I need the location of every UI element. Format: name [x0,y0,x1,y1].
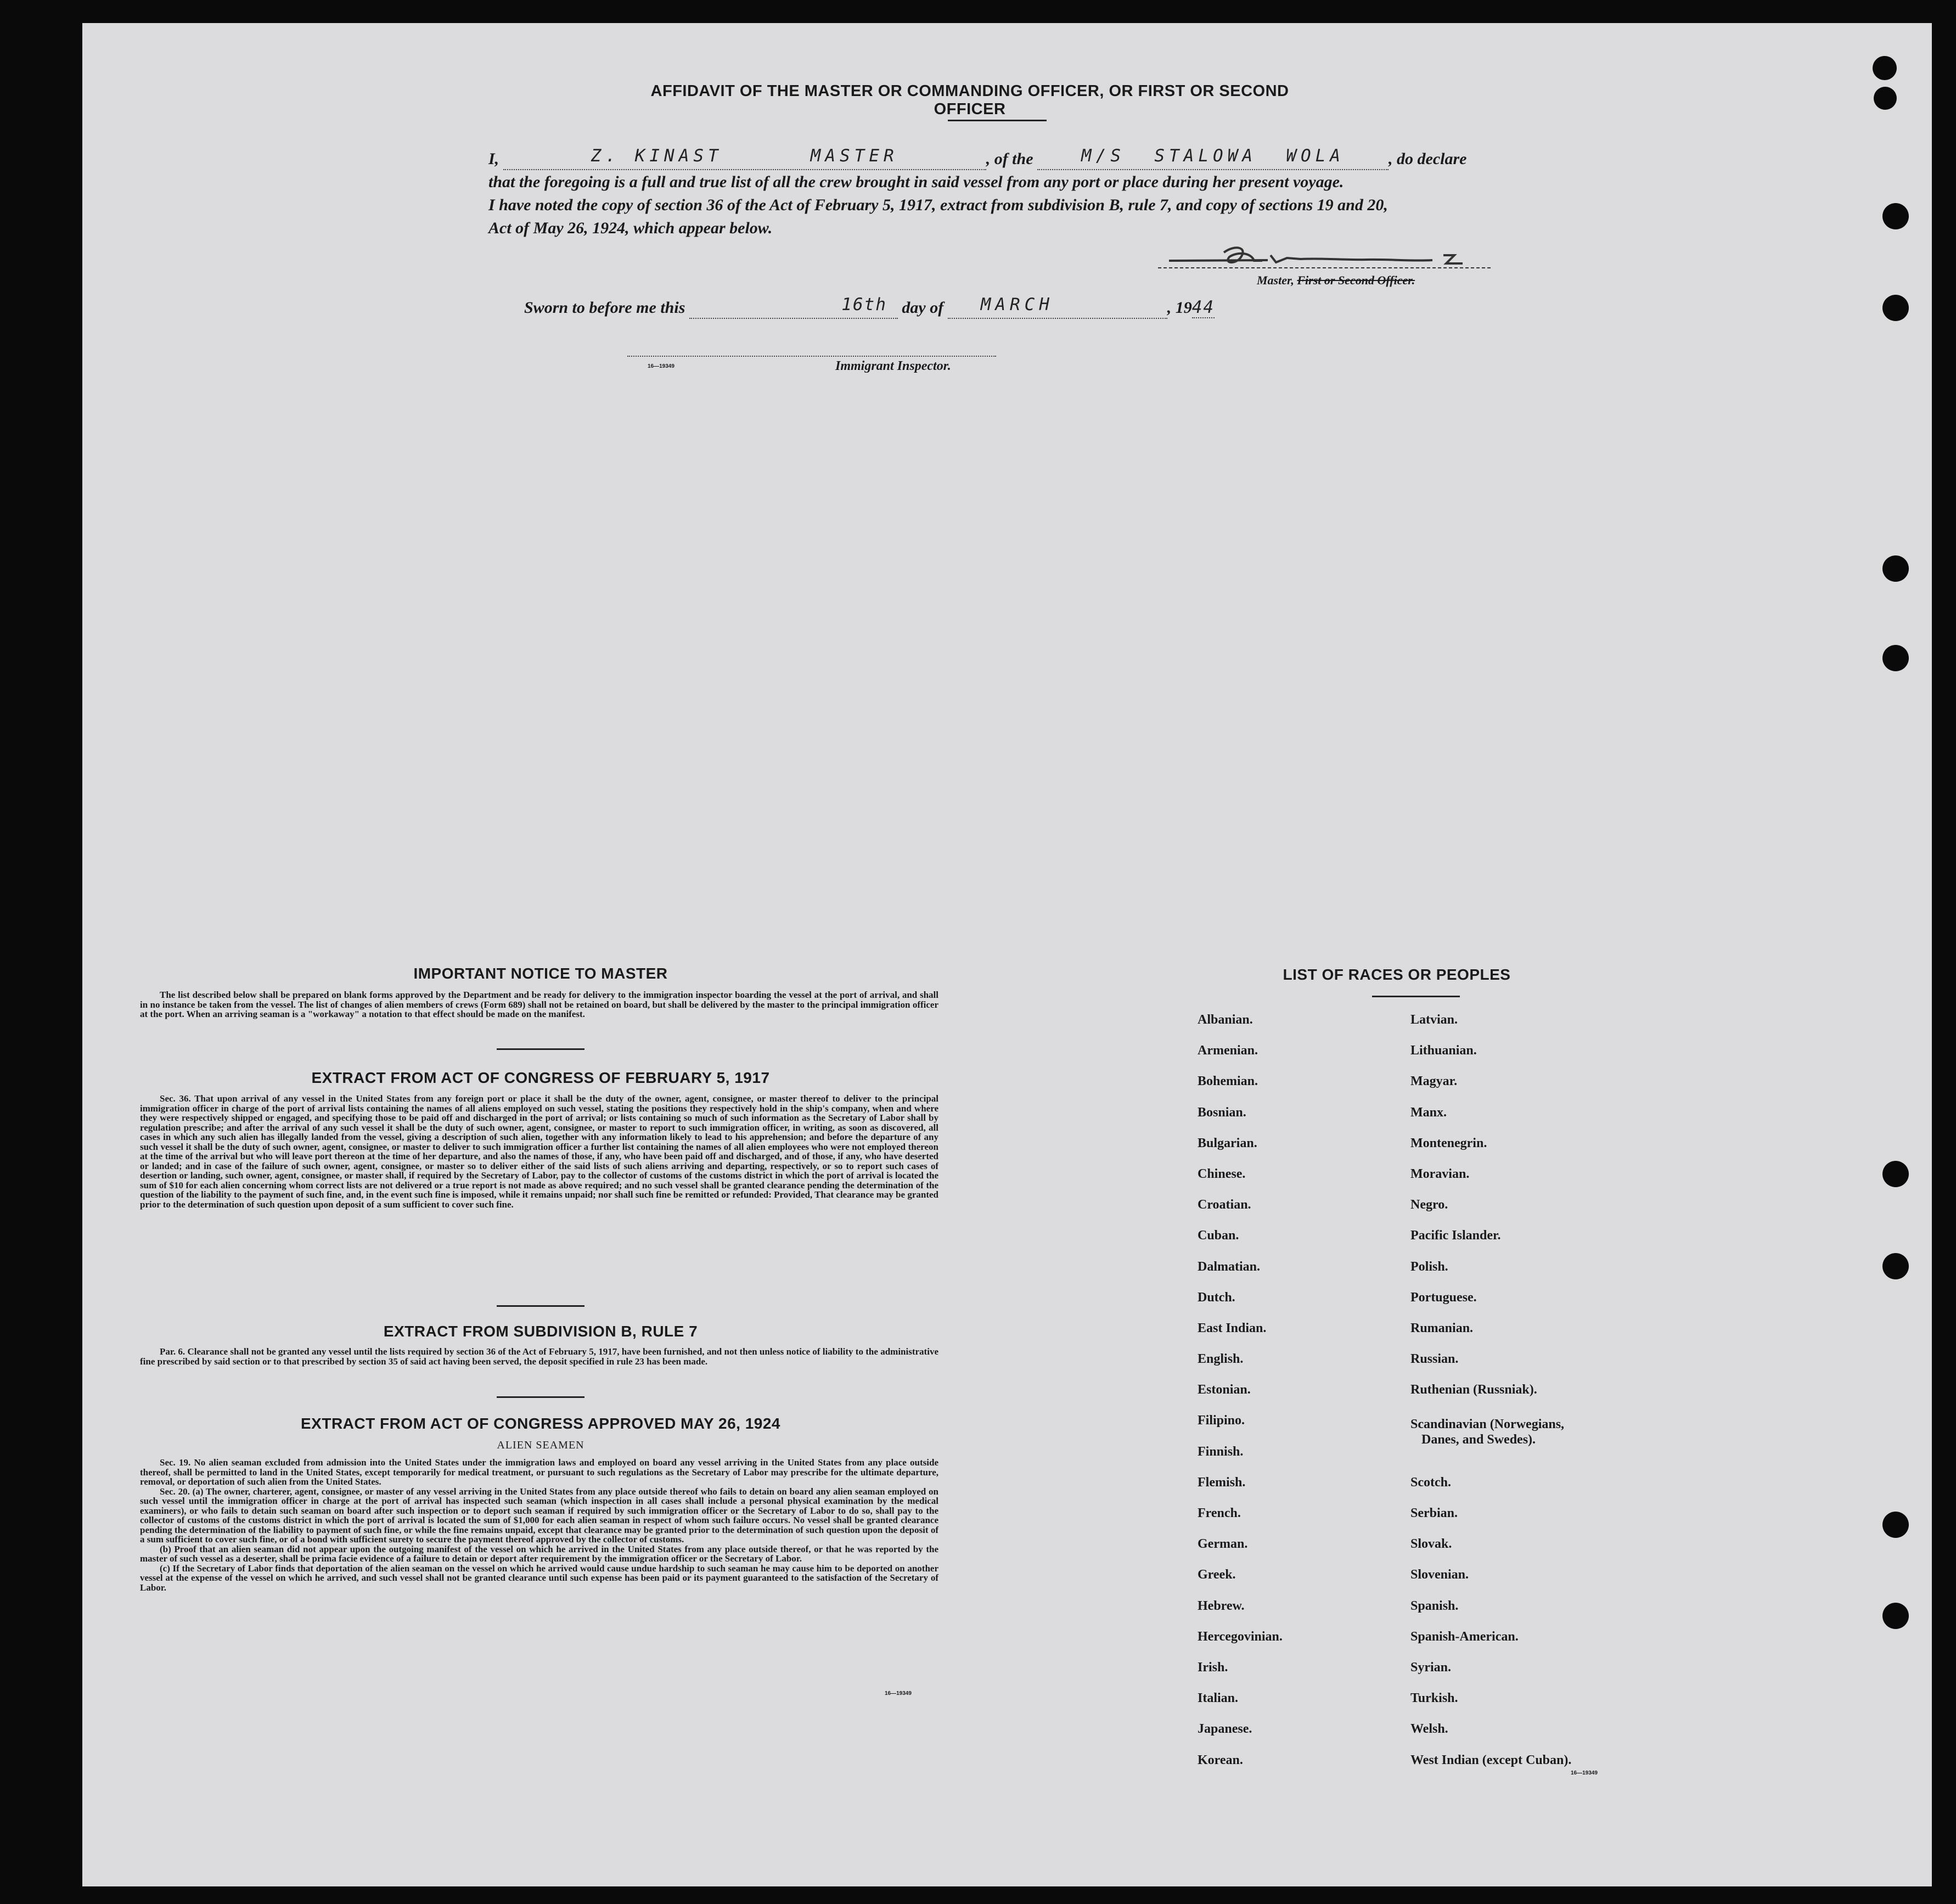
rule-7-heading: EXTRACT FROM SUBDIVISION B, RULE 7 [383,1323,698,1340]
inspector-label: Immigrant Inspector. [835,359,951,373]
race-item: Manx. [1410,1105,1447,1120]
section-divider [497,1305,584,1307]
notice-heading: IMPORTANT NOTICE TO MASTER [413,965,668,982]
declaration-line-2: that the foregoing is a full and true list of all the crew brought in said vessel from any port or place during her present voyage. [488,173,1344,191]
race-item: Danes, and Swedes). [1421,1433,1536,1447]
declaration-line-1 [488,148,1520,170]
race-item: Lithuanian. [1410,1043,1477,1058]
race-item: Irish. [1198,1660,1228,1675]
race-item: Serbian. [1410,1506,1458,1521]
day-handwritten: 16th [841,295,887,314]
race-item: Albanian. [1198,1013,1253,1027]
name-field [503,146,986,170]
race-item: Magyar. [1410,1074,1458,1089]
day-field [689,295,898,319]
race-item: Rumanian. [1410,1321,1474,1335]
extract-1917-heading: EXTRACT FROM ACT OF CONGRESS OF FEBRUARY 5, 1917 [311,1069,770,1086]
race-item: Scandinavian (Norwegians, [1410,1417,1565,1432]
race-item: German. [1198,1537,1248,1552]
race-item: Latvian. [1410,1013,1458,1027]
declare-label: , do declare [1389,150,1467,168]
race-item: Finnish. [1198,1444,1244,1459]
master-signature [1158,236,1493,274]
declaration-line-3: I have noted the copy of section 36 of the Act of February 5, 1917, extract from subdivision B, rule 7, and copy of sections 19 and 20, [488,196,1388,214]
binder-hole [1882,1161,1909,1187]
of-the-label: , of the [986,150,1033,168]
section-divider [497,1048,584,1050]
struck-label: First or Second Officer. [1297,273,1415,287]
month-handwritten: MARCH [980,295,1054,314]
race-item: Bohemian. [1198,1074,1258,1089]
race-item: West Indian (except Cuban). [1410,1753,1572,1767]
binder-hole [1882,295,1909,321]
notice-text: The list described below shall be prepared on blank forms approved by the Department and be ready for delivery to the immigration inspector boarding the vessel at the port of arrival, and shall in no instance be taken from the vessel. The list of changes of alien members of crews (Form 689) shall not be retained on board, but shall be delivered by the master to the principal immigration officer at the port. When an arriving seaman is a "workaway" a notation to that effect should be made on the manifest. [140,990,938,1019]
race-item: Turkish. [1410,1691,1458,1706]
races-divider [1372,996,1460,997]
binder-hole [1873,56,1897,80]
binder-hole [1882,1512,1909,1538]
master-label: Master, [1257,273,1294,287]
binder-hole [1882,555,1909,582]
races-column-2 [1410,1013,1696,1784]
race-item: Estonian. [1198,1383,1251,1397]
vessel-field [1037,146,1389,170]
sworn-label: Sworn to before me this [524,299,685,317]
form-number: 16—19349 [885,1690,912,1697]
race-item: Syrian. [1410,1660,1452,1675]
race-item: English. [1198,1352,1244,1367]
signature-title [1257,273,1415,288]
year-prefix: , 19 [1167,299,1192,317]
race-item: Korean. [1198,1753,1243,1767]
vessel-handwritten: M/S STALOWA WOLA [1081,146,1345,166]
race-item: Ruthenian (Russniak). [1410,1383,1537,1397]
i-label: I, [488,150,499,168]
binder-hole [1882,1253,1909,1279]
race-item: Pacific Islander. [1410,1228,1501,1243]
extract-1924-text: Sec. 19. No alien seaman excluded from admission into the United States under the immigration laws and employed on board any vessel arriving in the United States from any place outside thereof, shall be permitted to land in the United States, except temporarily for medical treatment, or pursuant to such regulations as the Secretary of Labor may prescribe for the ultimate departure, removal, or deportation of such alien from the United States. Sec. 20. (a) The owner, charterer, agent, consignee, or master of any vessel arriving in the United States from any place outside thereof who fails to detain on board any alien seaman employed on such vessel until the immigration officer in charge at the port of arrival has inspected such seaman (which inspection in all cases shall include a personal physical examination by the medical examiners), or who fails to detain such seaman on board after such inspection or to deport such seaman if required by such immigration officer or the Secretary of Labor to do so, shall pay to the collector of customs of the customs district in which the port of arrival is located the sum of $1,000 for each alien seaman in respect of whom such failure occurs. No vessel shall be granted clearance pending the determination of the liability to payment of such fine, or while the fine remains unpaid, except that clearance may be granted prior to the determination of such question upon the deposit of a sum sufficient to cover such fine, or of a bond with sufficient surety to secure the payment thereof approved by the collector of customs. (b) Proof that an alien seaman did not appear upon the outgoing manifest of the vessel on which he arrived in the United States from any place outside thereof, or that he was reported by the master of such vessel as a deserter, shall be prima facie evidence of a failure to detain or deport after requirement by the immigration officer or the Secretary of Labor. (c) If the Secretary of Labor finds that deportation of the alien seaman on the vessel on which he arrived would cause undue hardship to such seaman he may cause him to be deported on another vessel at the expense of the vessel on which he arrived, and such vessel shall not be granted clearance until such expense has been paid or its payment guaranteed to the satisfaction of the Secretary of Labor. [140,1457,938,1593]
race-item: Italian. [1198,1691,1239,1706]
section-divider [497,1396,584,1398]
extract-1924-heading: EXTRACT FROM ACT OF CONGRESS APPROVED MAY 26, 1924 [301,1415,780,1432]
race-item: Croatian. [1198,1198,1251,1212]
race-item: Dalmatian. [1198,1259,1260,1274]
month-field [948,295,1167,319]
race-item: Chinese. [1198,1166,1246,1181]
race-item: Polish. [1410,1259,1448,1274]
title-divider [948,120,1047,121]
race-item: Slovenian. [1410,1568,1469,1582]
race-item: Dutch. [1198,1290,1235,1305]
declaration-line-4: Act of May 26, 1924, which appear below. [488,219,773,237]
name-handwritten: Z. KINAST MASTER [591,146,898,166]
race-item: Hercegovinian. [1198,1629,1283,1644]
rule-7-text: Par. 6. Clearance shall not be granted any vessel until the lists required by section 36 of the Act of February 5, 1917, have been furnished, and not then unless notice of liability to the administrative fine prescribed by said section or to that prescribed by section 35 of said act having been served, the deposit specified in rule 23 has been made. [140,1346,938,1367]
races-column-1 [1198,1013,1384,1784]
sworn-line [524,296,1215,319]
race-item: Scotch. [1410,1475,1451,1490]
extract-1917-text: Sec. 36. That upon arrival of any vessel in the United States from any foreign port or place it shall be the duty of the owner, agent, consignee, or master thereof to deliver to the principal immigration officer in charge of the port of arrival lists containing the names of all aliens employed on such vessel, stating the positions they respectively hold in the ship's company, when and where they were respectively shipped or engaged, and specifying those to be paid off and discharged in the port of arrival; or lists containing so much of such information as the Secretary of Labor shall by regulation prescribe; and after the arrival of any such vessel it shall be the duty of such owner, agent, consignee, or master to report to such immigration officer, in writing, as soon as discovered, all cases in which any such alien has illegally landed from the vessel, giving a description of such alien, together with any information likely to lead to his apprehension; and before the departure of any such vessel it shall be the duty of such owner, agent, consignee, or master to deliver to such immigration officer a further list containing the names of all alien employees who were not employed thereon at the time of the arrival but who will leave port thereon at the time of her departure, and also the names of those, if any, who have been paid off and discharged, and of those, if any, who have deserted or landed; and in case of the failure of such owner, agent, consignee, or master so to deliver either of the said lists of such aliens arriving and departing, respectively, or so to report such cases of desertion or landing, such owner, agent, consignee, or master shall, if required by the Secretary of Labor, pay to the collector of customs of the customs district in which the port of arrival is located the sum of $10 for each alien concerning whom correct lists are not delivered or a true report is not made as above required; and no such vessel shall be granted clearance pending the determination of the question of the liability to the payment of such fine, and, in the event such fine is imposed, while it remains unpaid; nor shall such fine be remitted or refunded: Provided, That clearance may be granted prior to the determination of such question upon deposit of a sum sufficient to cover such fine. [140,1093,938,1210]
binder-hole [1874,87,1897,110]
race-item: Welsh. [1410,1722,1448,1737]
race-item: Bulgarian. [1198,1136,1257,1150]
race-item: Filipino. [1198,1413,1245,1428]
race-item: Negro. [1410,1198,1448,1212]
race-item: Greek. [1198,1568,1236,1582]
binder-hole [1882,203,1909,229]
race-item: Flemish. [1198,1475,1246,1490]
race-item: Japanese. [1198,1722,1252,1737]
race-item: Armenian. [1198,1043,1258,1058]
race-item: Montenegrin. [1410,1136,1487,1150]
races-heading: LIST OF RACES OR PEOPLES [1283,966,1511,983]
race-item: Russian. [1410,1352,1459,1367]
race-item: Portuguese. [1410,1290,1477,1305]
race-item: Moravian. [1410,1166,1470,1181]
form-number: 16—19349 [1571,1770,1598,1776]
race-item: Cuban. [1198,1228,1239,1243]
day-of-label: day of [902,299,944,317]
race-item: Hebrew. [1198,1598,1245,1613]
affidavit-title: AFFIDAVIT OF THE MASTER OR COMMANDING OFFICER, OR FIRST OR SECOND OFFICER [650,82,1289,118]
race-item: East Indian. [1198,1321,1267,1335]
race-item: Bosnian. [1198,1105,1246,1120]
year-handwritten: 44 [1191,297,1215,317]
race-item: Slovak. [1410,1537,1452,1552]
form-number: 16—19349 [648,363,675,369]
alien-seamen-subheading: ALIEN SEAMEN [497,1439,584,1451]
race-item: Spanish-American. [1410,1629,1519,1644]
binder-hole [1882,1603,1909,1629]
race-item: Spanish. [1410,1598,1459,1613]
inspector-signature-line [627,356,996,357]
binder-hole [1882,645,1909,671]
race-item: French. [1198,1506,1241,1520]
